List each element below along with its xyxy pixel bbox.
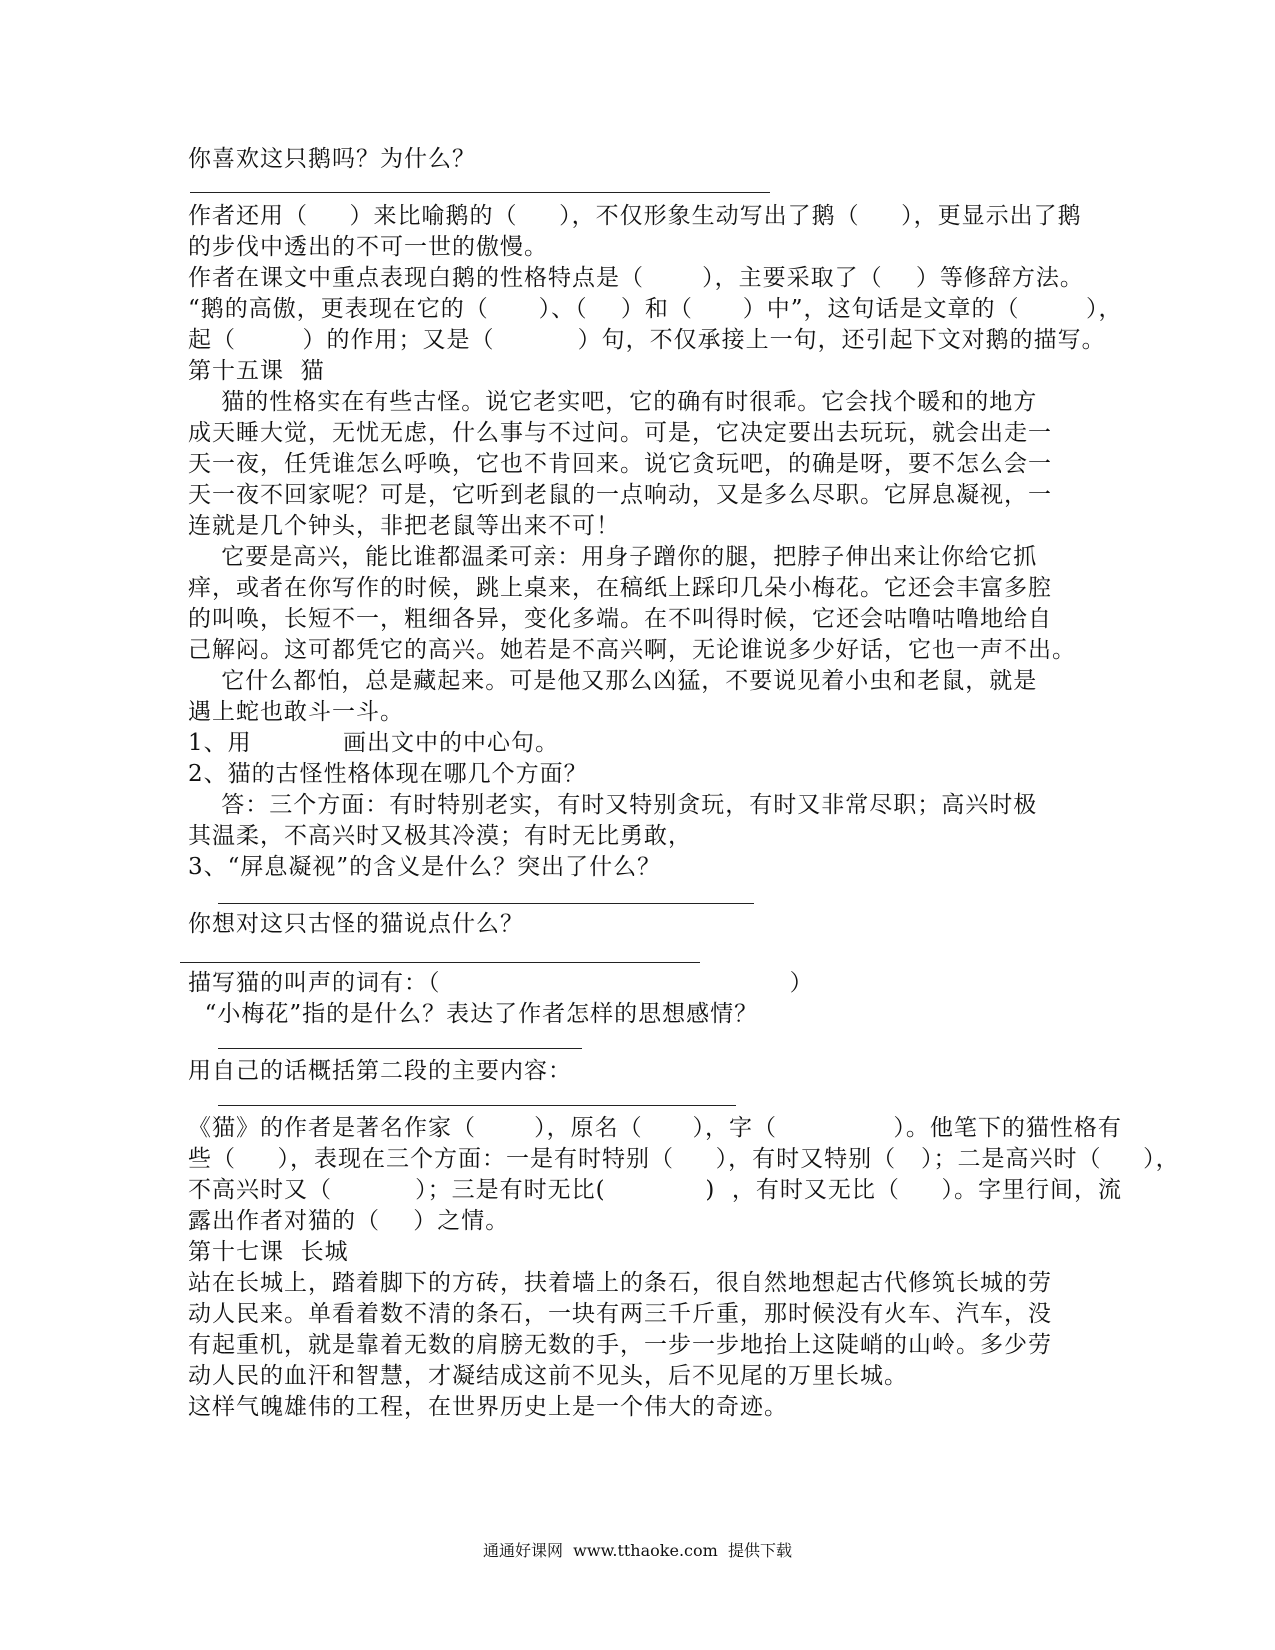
paragraph-line: 遇上蛇也敢斗一斗。 [188,699,404,725]
paragraph-line: 它什么都怕，总是藏起来。可是他又那么凶猛，不要说见着小虫和老鼠，就是 [188,668,1038,694]
answer-line [218,903,754,904]
answer-line [180,962,700,963]
paragraph-line: 连就是几个钟头，非把老鼠等出来不可！ [188,513,620,539]
text-line: 的步伐中透出的不可一世的傲慢。 [188,234,548,260]
question-line: 2、猫的古怪性格体现在哪几个方面？ [188,761,588,787]
question-line: “小梅花”指的是什么？表达了作者怎样的思想感情？ [188,1001,759,1027]
paragraph-line: 己解闷。这可都凭它的高兴。她若是不高兴啊，无论谁说多少好话，它也一声不出。 [188,637,1076,663]
answer-text: 其温柔，不高兴时又极其冷漠；有时无比勇敢， [188,823,692,849]
answer-text: 答：三个方面：有时特别老实，有时又特别贪玩，有时又非常尽职；高兴时极 [188,792,1038,818]
paragraph-line: 动人民的血汗和智慧，才凝结成这前不见头，后不见尾的万里长城。 [188,1363,908,1389]
question-like-goose: 你喜欢这只鹅吗？为什么？ [188,146,476,172]
paragraph-line: 成天睡大觉，无忧无虑，什么事与不过问。可是，它决定要出去玩玩，就会出走一 [188,420,1052,446]
text-line: 作者还用（ ）来比喻鹅的（ ），不仅形象生动写出了鹅（ ），更显示出了鹅 [188,203,1082,229]
paragraph-line: 痒，或者在你写作的时候，跳上桌来，在稿纸上踩印几朵小梅花。它还会丰富多腔 [188,575,1052,601]
text-line: 《猫》的作者是著名作家（ ），原名（ ），字（ ）。他笔下的猫性格有 [188,1115,1122,1141]
text-line: 起（ ）的作用；又是（ ）句，不仅承接上一句，还引起下文对鹅的描写。 [188,327,1106,353]
answer-line [218,1105,736,1106]
paragraph-line: 天一夜，任凭谁怎么呼唤，它也不肯回来。说它贪玩吧，的确是呀，要不怎么会一 [188,451,1052,477]
paragraph-line: 天一夜不回家呢？可是，它听到老鼠的一点响动，又是多么尽职。它屏息凝视，一 [188,482,1052,508]
paragraph-line: 的叫唤，长短不一，粗细各异，变化多端。在不叫得时候，它还会咕噜咕噜地给自 [188,606,1052,632]
paragraph-line: 这样气魄雄伟的工程，在世界历史上是一个伟大的奇迹。 [188,1394,788,1420]
lesson-title: 第十五课 猫 [188,358,325,384]
question-line: 1、用 画出文中的中心句。 [188,730,560,756]
paragraph-line: 它要是高兴，能比谁都温柔可亲：用身子蹭你的腿，把脖子伸出来让你给它抓 [188,544,1038,570]
question-line: 用自己的话概括第二段的主要内容： [188,1058,572,1084]
text-line: 露出作者对猫的（ ）之情。 [188,1208,510,1234]
question-line: 描写猫的叫声的词有：（ ） [188,970,814,996]
lesson-title: 第十七课 长城 [188,1239,349,1265]
paragraph-line: 猫的性格实在有些古怪。说它老实吧，它的确有时很乖。它会找个暖和的地方 [188,389,1038,415]
answer-line [218,1048,582,1049]
text-line: “鹅的高傲，更表现在它的（ ）、（ ）和（ ）中”，这句话是文章的（ ）， [188,296,1123,322]
text-line: 作者在课文中重点表现白鹅的性格特点是（ ），主要采取了（ ）等修辞方法。 [188,265,1084,291]
paragraph-line: 动人民来。单看着数不清的条石，一块有两三千斤重，那时候没有火车、汽车，没 [188,1301,1052,1327]
page-footer: 通通好课网 www.tthaoke.com 提供下载 [483,1541,792,1560]
paragraph-line: 有起重机，就是靠着无数的肩膀无数的手，一步一步地抬上这陡峭的山岭。多少劳 [188,1332,1052,1358]
paragraph-line: 站在长城上，踏着脚下的方砖，扶着墙上的条石，很自然地想起古代修筑长城的劳 [188,1270,1052,1296]
question-line: 你想对这只古怪的猫说点什么？ [188,911,524,937]
text-line: 不高兴时又（ ）；三是有时无比( ) ，有时又无比（ ）。字里行间，流 [188,1177,1122,1203]
question-line: 3、“屏息凝视”的含义是什么？突出了什么？ [188,854,662,880]
text-line: 些（ ），表现在三个方面：一是有时特别（ ），有时又特别（ ）；二是高兴时（ ）， [188,1146,1180,1172]
answer-line [190,192,770,193]
